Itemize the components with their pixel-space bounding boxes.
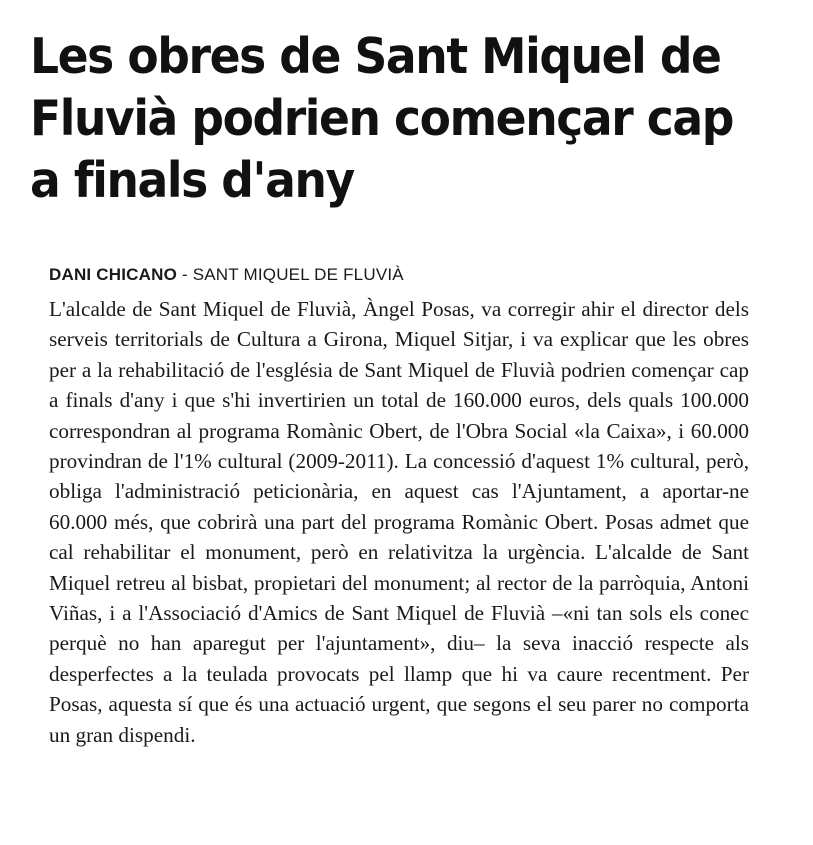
byline-separator: -	[177, 265, 193, 284]
article-headline: Les obres de Sant Miquel de Fluvià podrien començar cap a finals d'any	[30, 28, 733, 209]
byline	[49, 264, 404, 286]
author-name: DANI CHICANO	[49, 265, 178, 284]
article-body: L'alcalde de Sant Miquel de Fluvià, Àngel Posas, va corregir ahir el director dels serveis territorials de Cultura a Girona, Miquel Sitjar, i va explicar que les obres per a la rehabilitació de l'església de Sant Miquel de Fluvià podrien començar cap a finals d'any i que s'hi invertirien un total de 160.000 euros, dels quals 100.000 correspondran al programa Romànic Obert, de l'Obra Social «la Caixa», i 60.000 provindran de l'1% cultural (2009-2011). La concessió d'aquest 1% cultural, però, obliga l'administració peticionària, en aquest cas l'Ajuntament, a aportar-ne 60.000 més, que cobrirà una part del programa Romànic Obert. Posas admet que cal rehabilitar el monument, però en relativitza la urgència. L'alcalde de Sant Miquel retreu al bisbat, propietari del monument; al rector de la parròquia, Antoni Viñas, i a l'Associació d'Amics de Sant Miquel de Fluvià –«ni tan sols els conec perquè no han aparegut per l'ajuntament», diu– la seva inacció respecte als desperfectes a la teulada provocats pel llamp que hi va caure recentment. Per Posas, aquesta sí que és una actuació urgent, que segons el seu parer no comporta un gran dispendi.	[49, 297, 749, 747]
dateline-location: SANT MIQUEL DE FLUVIÀ	[192, 265, 404, 284]
